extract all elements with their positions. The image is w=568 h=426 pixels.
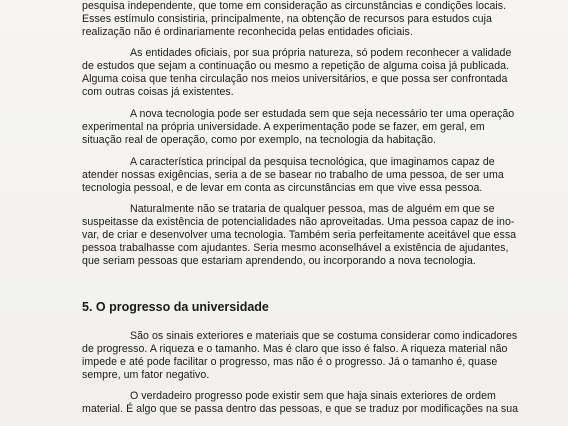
paragraph-line: O verdadeiro progresso pode existir sem que haja sinais exteriores de ordem	[130, 390, 496, 402]
paragraph-line: sempre, um fator negativo.	[82, 369, 210, 381]
paragraph-line: Alguma coisa que tenha circulação nos meios universitários, e que possa ser confrontada	[82, 73, 508, 85]
paragraph-line: A nova tecnologia pode ser estudada sem que seja necessário ter uma operação	[130, 108, 515, 120]
paragraph-line: suspeitasse da existência de potencialidades não aproveitadas. Uma pessoa capaz de ino-	[82, 216, 515, 228]
paragraph-line: situação real de operação, como por exemplo, na tecnologia da habitação.	[82, 134, 437, 146]
paragraph-line: que seriam pessoas que estariam aprendendo, ou incorporando a nova tecnologia.	[82, 255, 476, 267]
paragraph-line: atender nossas exigências, seria a de se basear no trabalho de uma pessoa, de ser uma	[82, 169, 504, 181]
section-heading: 5. O progresso da universidade	[82, 300, 269, 314]
paragraph-line: pesquisa independente, que tome em consideração as circunstâncias e condições locais.	[82, 0, 507, 12]
paragraph-line: de estudos que sejam a continuação ou mesmo a repetição de alguma coisa já publicada.	[82, 60, 510, 72]
paragraph-line: tecnologia pessoal, e de levar em conta as circunstâncias em que vive essa pessoa.	[82, 182, 483, 194]
paragraph-line: realização não é ordinariamente reconhecida pelas entidades oficiais.	[82, 26, 413, 38]
paragraph-line: var, de criar e desenvolver uma tecnologia. Também seria perfeitamente aceitável que essa	[82, 229, 517, 241]
paragraph-line: com outras coisas já existentes.	[82, 86, 234, 98]
paragraph-line: experimental na própria universidade. A experimentação pode se fazer, em geral, em	[82, 121, 485, 133]
paragraph-line: A característica principal da pesquisa tecnológica, que imaginamos capaz de	[130, 156, 495, 168]
paragraph-line: impede e até pode facilitar o progresso, mas não é o progresso. Já o tamanho é, quase	[82, 356, 498, 368]
paragraph-line: Naturalmente não se trataria de qualquer pessoa, mas de alguém em que se	[130, 203, 495, 215]
paragraph-line: material. É algo que se passa dentro das pessoas, e que se traduz por modificações na sua	[82, 403, 519, 415]
paragraph-line: de progresso. A riqueza e o tamanho. Mas é claro que isso é falso. A riqueza material não	[82, 343, 508, 355]
paragraph-line: Esses estímulo consistiria, principalmente, na obtenção de recursos para estudos cuja	[82, 13, 492, 25]
paragraph-line: São os sinais exteriores e materiais que se costuma considerar como indicadores	[130, 330, 518, 342]
paragraph-line: As entidades oficiais, por sua própria natureza, só podem reconhecer a validade	[130, 47, 512, 59]
paragraph-line: pessoa trabalhasse com ajudantes. Seria mesmo aconselhável a existência de ajudantes,	[82, 242, 509, 254]
